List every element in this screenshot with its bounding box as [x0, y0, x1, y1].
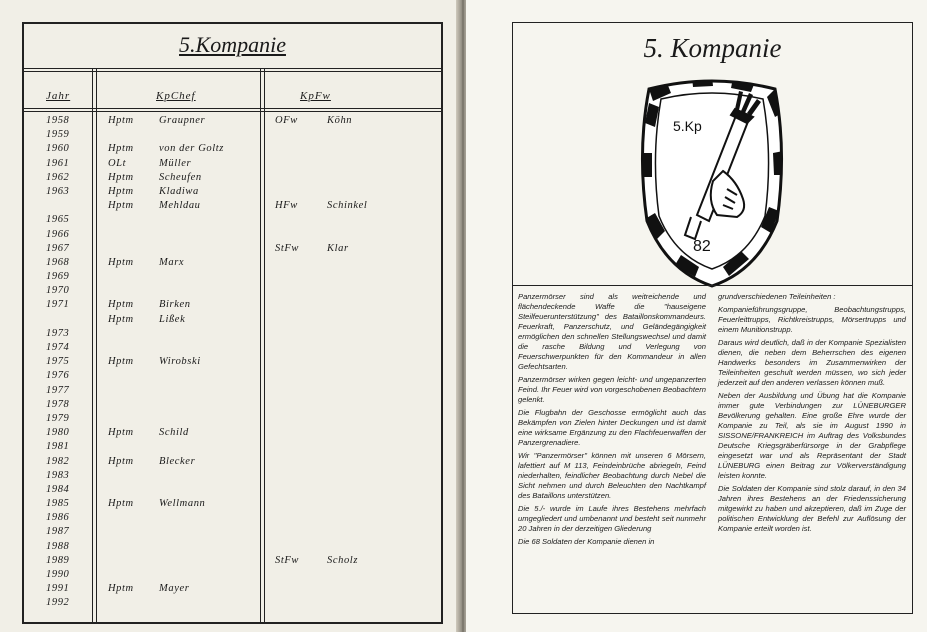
roster-year: 1968 [46, 256, 70, 268]
kpchef-name: Mayer [159, 583, 190, 595]
description-paragraph: Die 68 Soldaten der Kompanie dienen in [518, 537, 655, 546]
emblem-bottom-text: 82 [693, 238, 711, 255]
roster-year: 1969 [46, 271, 70, 283]
roster-year: 1962 [46, 171, 70, 183]
right-page [466, 0, 927, 632]
roster-year: 1980 [46, 427, 70, 439]
header-kpfw: KpFw [300, 90, 331, 102]
table-row [24, 427, 441, 441]
kpfw-name: Klar [327, 242, 349, 254]
roster-table [22, 22, 443, 624]
table-row [24, 257, 441, 271]
kpfw-name: Köhn [327, 115, 353, 126]
table-row [24, 569, 441, 583]
table-row [24, 597, 441, 611]
company-description [513, 285, 912, 614]
table-row [24, 498, 441, 512]
kpfw-rank: HFw [275, 200, 298, 212]
description-paragraph: Die 5./- wurde im Laufe ihres Bestehens mehrfach umgegliedert und umbenannt und besteht seit nunmehr 20 Jahren in der derzeitigen Gliederung [518, 504, 706, 533]
kpfw-name: Scholz [327, 554, 359, 566]
table-row [24, 143, 441, 157]
kpchef-rank: Hptm [108, 185, 134, 197]
header-divider-double [24, 111, 441, 112]
table-row [24, 129, 441, 143]
description-paragraph: Neben der Ausbildung und Übung hat die Kompanie immer gute Verbindungen zur LÜNEBURGER Bevölkerung gehalten. Eine große Ehre wurde der Kompanie zu Teil, als sie im August 1990 in SISSONE/FRANKREICH im Auftrag des Volksbundes Deutsche Kriegsgräberfürsorge in der Grabpflege eingesetzt war und als Repräsentant der Stadt LÜNEBURG einen Beitrag zur Völkerverständigung leisten konnte. [718, 391, 906, 480]
description-paragraph: Panzermörser wirken gegen leicht- und ungepanzerten Feind. Ihr Feuer wird von vorgeschobenen Beobachtern gelenkt. [518, 375, 706, 404]
mortar-in-hand-shield-icon [637, 71, 787, 291]
table-row [24, 214, 441, 228]
roster-year: 1959 [46, 129, 70, 141]
table-row [24, 314, 441, 328]
description-column-left [518, 292, 706, 550]
company-title: 5. Kompanie [643, 33, 782, 63]
roster-year: 1984 [46, 483, 70, 495]
kpchef-rank: Hptm [108, 143, 134, 155]
roster-year: 1985 [46, 498, 70, 510]
kpchef-rank: Hptm [108, 313, 134, 325]
left-page [0, 0, 462, 632]
kpchef-rank: Hptm [108, 200, 134, 212]
table-row [24, 541, 441, 555]
emblem-top-text: 5.Kp [673, 118, 702, 134]
kpchef-rank: Hptm [108, 299, 134, 311]
roster-year: 1981 [46, 441, 70, 453]
roster-year: 1986 [46, 512, 70, 524]
table-row [24, 385, 441, 399]
roster-year: 1979 [46, 412, 70, 424]
kpchef-name: Wellmann [159, 498, 206, 510]
description-paragraph: Wir "Panzermörser" können mit unseren 6 Mörsern, lafettiert auf M 113, Feindeinbrüche abriegeln, Feind niederhalten, feindlicher Beobachtung durch Nebel die Sicht nehmen und durch Beleuchten den Nachtkampf des Bataillons unterstützen. [518, 451, 706, 500]
table-row [24, 370, 441, 384]
roster-year: 1963 [46, 185, 70, 197]
table-row [24, 271, 441, 285]
table-row [24, 200, 441, 214]
kpchef-name: Müller [159, 157, 192, 169]
roster-year: 1991 [46, 583, 70, 595]
roster-year: 1990 [46, 569, 70, 580]
table-row [24, 399, 441, 413]
table-row [24, 115, 441, 129]
roster-year: 1971 [46, 299, 70, 311]
roster-rows [24, 115, 441, 612]
description-paragraph: Die Flugbahn der Geschosse ermöglicht auch das Bekämpfen von Zielen hinter Deckungen und ist damit eine wirksame Ergänzung zu den Flachfeuerwaffen der Panzergrenadiere. [518, 408, 706, 447]
header-year: Jahr [46, 90, 71, 102]
table-row [24, 299, 441, 313]
header-divider [24, 108, 441, 109]
roster-year: 1965 [46, 214, 70, 226]
kpchef-name: Wirobski [159, 356, 201, 368]
kpchef-rank: Hptm [108, 356, 134, 368]
table-row [24, 555, 441, 569]
description-paragraph: Daraus wird deutlich, daß in der Kompanie Spezialisten dienen, die neben dem Beherrschen des eigenen Handwerks besonders im Zusammenwirken der Teileinheiten geschult werden müssen, wo sich jeder jederzeit auf den anderen verlassen können muß. [718, 338, 906, 387]
roster-year: 1978 [46, 398, 70, 410]
roster-year: 1958 [46, 115, 70, 126]
kpchef-name: Marx [159, 256, 185, 268]
kpchef-name: Scheufen [159, 171, 202, 183]
kpchef-rank: Hptm [108, 115, 134, 126]
kpchef-name: Birken [159, 299, 191, 311]
kpchef-rank: OLt [108, 157, 127, 169]
kpchef-rank: Hptm [108, 455, 134, 467]
table-row [24, 243, 441, 257]
kpchef-name: von der Goltz [159, 143, 224, 155]
table-row [24, 158, 441, 172]
kpchef-name: Blecker [159, 455, 196, 467]
kpchef-rank: Hptm [108, 498, 134, 510]
table-row [24, 186, 441, 200]
company-frame [512, 22, 913, 614]
table-row [24, 583, 441, 597]
roster-year: 1973 [46, 327, 70, 339]
table-row [24, 229, 441, 243]
table-row [24, 470, 441, 484]
description-paragraph: Panzermörser sind als weitreichende und flächendeckende Waffe die "hauseigene Steilfeuerunterstützung" des Bataillonskommandeurs. Feuerkraft, Panzerschutz, und Geländegängigkeit ermöglichen den schnellen Stellungswechsel und damit die rasche Bildung und Verlegung von Feuerschwerpunkten für den Kommandeur in allen Gefechtsarten. [518, 292, 706, 371]
roster-year: 1988 [46, 540, 70, 552]
roster-title: 5.Kompanie [179, 32, 286, 57]
kpchef-name: Kladiwa [159, 185, 199, 197]
table-row [24, 172, 441, 186]
kpfw-rank: StFw [275, 242, 299, 254]
roster-year: 1977 [46, 384, 70, 396]
table-row [24, 328, 441, 342]
description-paragraph: grundverschiedenen Teileinheiten : [718, 292, 836, 301]
kpchef-name: Schild [159, 427, 189, 439]
kpchef-rank: Hptm [108, 583, 134, 595]
table-row [24, 512, 441, 526]
roster-year: 1989 [46, 554, 70, 566]
kpchef-name: Mehldau [159, 200, 201, 212]
title-divider-double [24, 71, 441, 72]
kpchef-rank: Hptm [108, 256, 134, 268]
table-row [24, 484, 441, 498]
kpfw-rank: OFw [275, 115, 298, 126]
header-kpchef: KpChef [156, 90, 196, 102]
table-row [24, 456, 441, 470]
kpchef-name: Lißek [159, 313, 186, 325]
table-row [24, 285, 441, 299]
roster-year: 1992 [46, 597, 70, 609]
kpchef-name: Graupner [159, 115, 206, 126]
roster-year: 1970 [46, 285, 70, 297]
kpfw-rank: StFw [275, 554, 299, 566]
roster-year: 1982 [46, 455, 70, 467]
table-row [24, 413, 441, 427]
table-row [24, 356, 441, 370]
table-row [24, 526, 441, 540]
kpchef-rank: Hptm [108, 171, 134, 183]
roster-year: 1976 [46, 370, 70, 382]
description-column-right [718, 292, 906, 537]
description-paragraph: Die Soldaten der Kompanie sind stolz darauf, in den 34 Jahren ihres Bestehens an der Friedenssicherung mitgewirkt zu haben und akzeptieren, daß im Zuge der politischen Entwicklung der Befehl zur Auflösung der Kompanie erteilt worden ist. [718, 484, 906, 533]
table-row [24, 441, 441, 455]
kpfw-name: Schinkel [327, 200, 368, 212]
description-paragraph: Kompanieführungsgruppe, Beobachtungstrupps, Feuerleittrupps, Richtkreistrupps, Mörsertrupps und einem Munitionstrupp. [718, 305, 906, 334]
roster-year: 1960 [46, 143, 70, 155]
table-row [24, 342, 441, 356]
roster-year: 1961 [46, 157, 70, 169]
roster-year: 1983 [46, 469, 70, 481]
title-divider [24, 68, 441, 69]
roster-year: 1967 [46, 242, 70, 254]
roster-year: 1974 [46, 342, 70, 353]
roster-year: 1975 [46, 356, 70, 368]
roster-year: 1987 [46, 526, 70, 538]
roster-year: 1966 [46, 228, 70, 240]
kpchef-rank: Hptm [108, 427, 134, 439]
